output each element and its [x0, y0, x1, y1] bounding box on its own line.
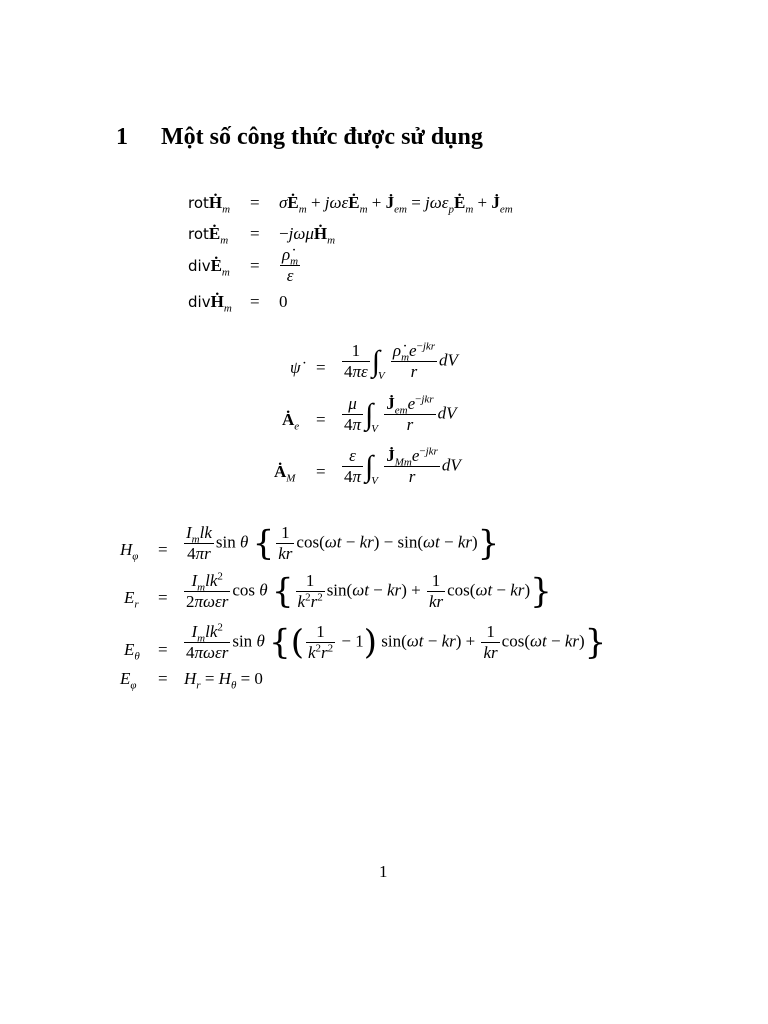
equals-sign: =	[158, 588, 168, 607]
equation-div-h: divḢ$_m$	[188, 292, 232, 315]
section-number: 1	[116, 124, 128, 150]
equals-sign: =	[158, 669, 168, 688]
equation-rot-e: rotĖ$_m$	[188, 224, 229, 247]
page-number: 1	[379, 862, 388, 881]
potential-psi-rhs: $\frac{1}{4\pi\varepsilon}$ $\int_V$ $\frac{\rhȯ_me^{-jkr}}{r}$ dV	[344, 340, 458, 383]
equation-rot-h-rhs: $\sigma Ė_m$ + jωεĖ$_m$ + $J̇_{em}$ = $j\omega\varepsilon_pĖ_m$ + $J̇_{em}$	[279, 193, 513, 216]
equals-sign: =	[250, 193, 260, 212]
field-e-theta: $E_\theta$	[124, 640, 140, 663]
equals-sign: =	[316, 410, 326, 429]
potential-ae: $Ȧ_e$	[282, 410, 300, 433]
potential-psi: ψ̇	[290, 358, 301, 377]
equals-sign: =	[250, 256, 260, 275]
equals-sign: =	[250, 292, 260, 311]
field-e-theta-rhs: $\frac{I_mlk^2}{\text{4πωεr}}$ sin θ {( $\frac{1}{k^2r^2}$ − 1) sin(ωt − kr) + $\frac{1}{kr}$ cos(ωt − kr)}	[186, 621, 607, 663]
equals-sign: =	[250, 224, 260, 243]
section-title: Một số công thức được sử dụng	[161, 124, 483, 150]
field-e-phi: $E_\varphi$	[120, 669, 137, 692]
potential-am: $Ȧ_M$	[274, 462, 296, 485]
field-e-r-rhs: $\frac{I_mlk^2}{\text{2πωεr}}$ cos θ { $\frac{1}{k^2r^2}$ sin(ωt − kr) + $\frac{1}{kr}$ cos(ωt − kr)}	[186, 570, 552, 612]
potential-ae-rhs: $\frac{\mu}{4\pi}$ $\int_V$ $\frac{J̇_{em}e^{-jkr}}{r}$ dV	[344, 393, 457, 436]
field-e-phi-rhs: $H_r = H_\theta = 0$	[184, 669, 263, 692]
equals-sign: =	[158, 540, 168, 559]
field-e-r: $E_r$	[124, 588, 139, 611]
equation-div-h-rhs: 0	[279, 292, 288, 311]
equals-sign: =	[158, 640, 168, 659]
equals-sign: =	[316, 358, 326, 377]
equation-rot-h: rotḢ$_m$	[188, 193, 231, 216]
equation-div-e-rhs: $\frac{\rhȯ_m}{\varepsilon}$	[282, 245, 299, 285]
field-h-phi: $H_\varphi$	[120, 540, 139, 563]
field-h-phi-rhs: $\frac{I_mlk}{4\pi r}$ sin θ { $\frac{1}{kr}$ cos(ωt − kr) − sin(ωt − kr)}	[186, 523, 500, 564]
equation-rot-e-rhs: −jωμḢ$_m$	[279, 224, 336, 247]
equals-sign: =	[316, 462, 326, 481]
potential-am-rhs: $\frac{\varepsilon}{4\pi}$ $\int_V$ $\frac{J̇_{Mm}e^{-jkr}}{r}$ dV	[344, 445, 461, 488]
equation-div-e: divĖ$_m$	[188, 256, 230, 279]
